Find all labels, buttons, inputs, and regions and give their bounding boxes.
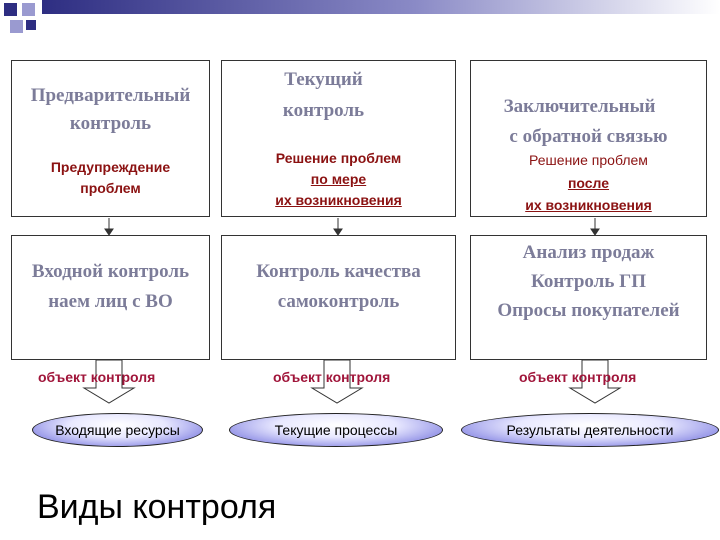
method-line: Анализ продаж xyxy=(522,242,655,263)
method-line: Опросы покупателей xyxy=(497,300,680,321)
sub-line: их возникновения xyxy=(525,197,652,213)
sub-line: Решение проблем xyxy=(529,152,648,168)
method-line: Контроль ГП xyxy=(531,271,646,292)
heading-line: Текущий xyxy=(284,69,363,90)
heading-line: контроль xyxy=(282,100,365,121)
sub-line: по мере xyxy=(310,171,367,187)
box-final-control xyxy=(470,60,707,217)
method-line: Контроль качества xyxy=(256,261,421,282)
box-input-control xyxy=(11,235,210,360)
heading-line: Предварительный xyxy=(30,85,191,106)
sub-line: после xyxy=(567,175,610,191)
sub-line: Предупреждение xyxy=(50,159,171,175)
object-ellipse-input-resources: Входящие ресурсы xyxy=(32,413,203,447)
sub-line: Решение проблем xyxy=(275,150,402,166)
object-ellipse-performance-results: Результаты деятельности xyxy=(461,413,719,447)
object-label: объект контроля xyxy=(519,369,637,385)
object-label: объект контроля xyxy=(273,369,391,385)
heading-line: контроль xyxy=(69,113,152,134)
box-preliminary-control xyxy=(11,60,210,217)
heading-line: Заключительный xyxy=(503,96,656,117)
method-line: самоконтроль xyxy=(277,291,400,312)
box-quality-control xyxy=(221,235,456,360)
sub-line: проблем xyxy=(80,180,141,196)
sub-line: их возникновения xyxy=(275,192,402,208)
heading-line: с обратной связью xyxy=(509,126,668,147)
box-current-control xyxy=(221,60,456,217)
box-sales-analysis xyxy=(470,235,707,360)
object-ellipse-current-processes: Текущие процессы xyxy=(229,413,443,447)
method-line: Входной контроль xyxy=(31,261,190,282)
method-line: наем лиц с ВО xyxy=(48,291,173,312)
slide-title: Виды контроля xyxy=(37,488,277,526)
object-label: объект контроля xyxy=(38,369,156,385)
